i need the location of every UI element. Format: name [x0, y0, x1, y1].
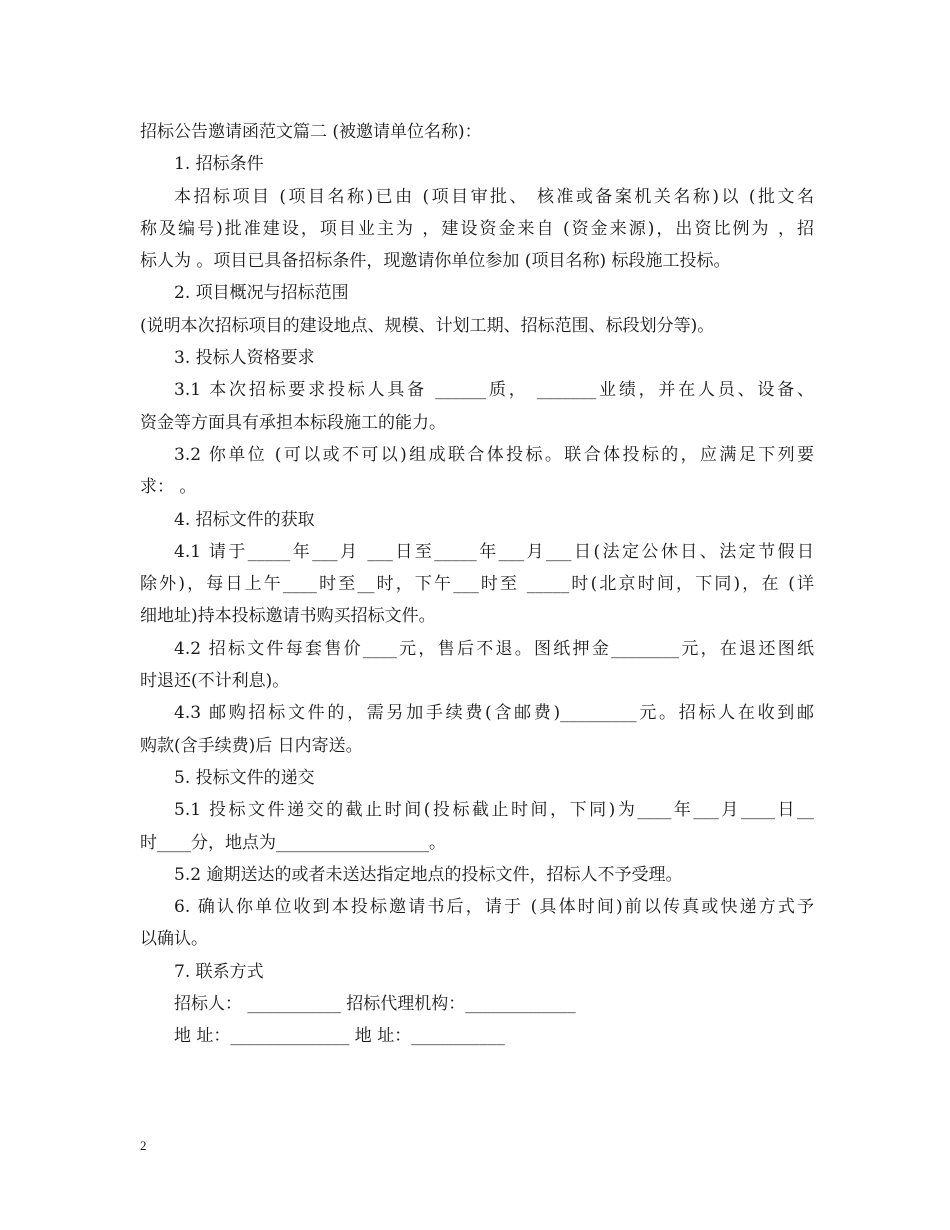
text-line: 3.1 本次招标要求投标人具备 ______质， _______业绩，并在人员、设备、 [174, 380, 814, 401]
text-line: 地 址：______________ 地 址：___________ [174, 1026, 505, 1047]
text-line: 求： 。 [140, 477, 197, 498]
text-line: (说明本次招标项目的建设地点、规模、计划工期、招标范围、标段划分等)。 [140, 315, 715, 336]
text-line: 5.1 投标文件递交的截止时间(投标截止时间，下同)为____年___月____日__ [174, 800, 814, 821]
text-line: 招标人： ___________ 招标代理机构：_____________ [174, 994, 576, 1015]
text-line: 5. 投标文件的递交 [174, 767, 315, 788]
document-body [140, 116, 814, 1053]
text-line: 称及编号)批准建设，项目业主为 ，建设资金来自 (资金来源)，出资比例为 ，招 [140, 218, 814, 239]
text-line: 4. 招标文件的获取 [174, 509, 315, 530]
text-line: 4.2 招标文件每套售价____元，售后不退。图纸押金________元，在退还图纸 [174, 638, 814, 659]
text-line: 1. 招标条件 [174, 154, 264, 175]
text-line: 招标公告邀请函范文篇二 (被邀请单位名称)： [140, 122, 482, 142]
text-line: 除外)，每日上午____时至__时，下午___时至 _____时(北京时间，下同)，在 (详 [140, 574, 814, 595]
text-line: 购款(含手续费)后 日内寄送。 [140, 735, 363, 756]
text-line: 4.1 请于_____年___月 ___日至_____年___月___日(法定公休日、法定节假日 [174, 541, 814, 562]
text-line: 5.2 逾期送达的或者未送达指定地点的投标文件，招标人不予受理。 [174, 864, 683, 885]
text-line: 2. 项目概况与招标范围 [174, 283, 349, 304]
text-line: 时退还(不计利息)。 [140, 671, 290, 692]
text-line: 本招标项目 (项目名称)已由 (项目审批、 核准或备案机关名称)以 (批文名 [174, 186, 814, 207]
page-number: 2 [140, 1138, 147, 1153]
text-line: 标人为 。项目已具备招标条件，现邀请你单位参加 (项目名称) 标段施工投标。 [140, 251, 731, 272]
text-line: 3. 投标人资格要求 [174, 348, 315, 369]
text-line: 以确认。 [140, 929, 208, 950]
text-line: 资金等方面具有承担本标段施工的能力。 [140, 412, 446, 433]
text-line: 7. 联系方式 [174, 961, 264, 982]
text-line: 细地址)持本投标邀请书购买招标文件。 [140, 606, 436, 627]
text-line: 6. 确认你单位收到本投标邀请书后，请于 (具体时间)前以传真或快递方式予 [174, 897, 814, 918]
text-line: 4.3 邮购招标文件的，需另加手续费(含邮费)_________元。招标人在收到邮 [174, 703, 814, 724]
text-line: 3.2 你单位 (可以或不可以)组成联合体投标。联合体投标的，应满足下列要 [174, 444, 814, 465]
text-line: 时____分，地点为__________________。 [140, 832, 446, 853]
